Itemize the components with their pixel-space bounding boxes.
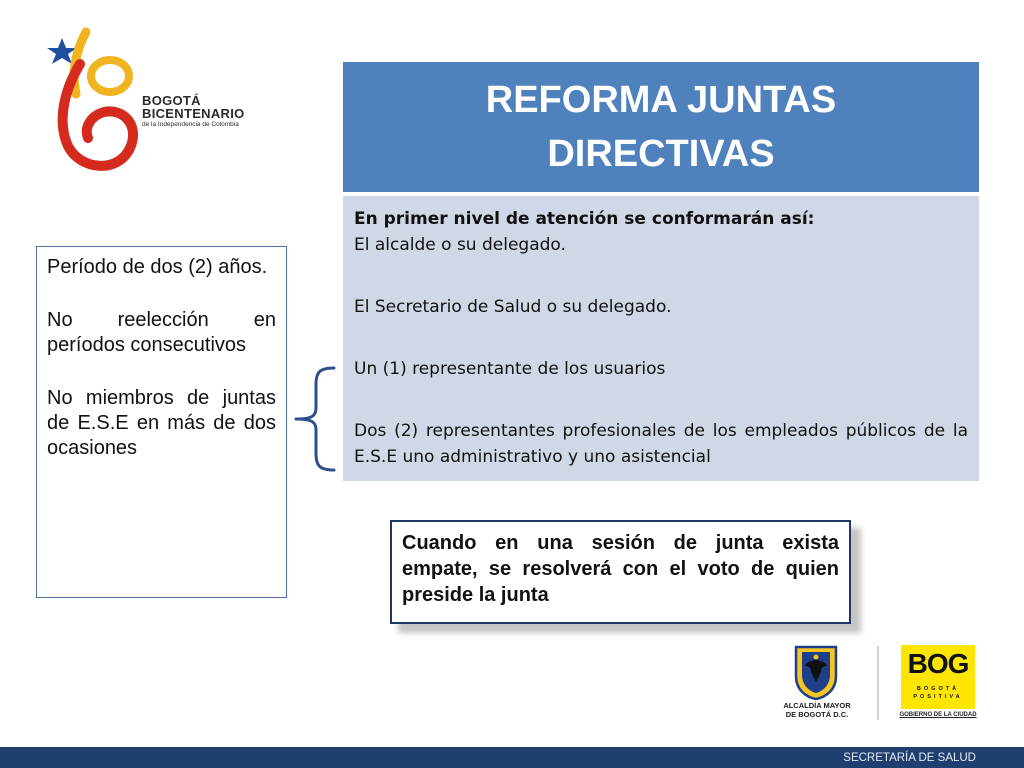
alcaldia-coat-of-arms-icon	[793, 644, 839, 700]
composition-item: Un (1) representante de los usuarios	[354, 359, 666, 379]
bogota-positiva-logo	[901, 645, 975, 709]
tie-rule-text: Cuando en una sesión de junta exista empate, se resolverá con el voto de quien preside la junta	[402, 532, 839, 606]
composition-item: El alcalde o su delegado.	[354, 235, 566, 255]
title-line-2: DIRECTIVAS	[547, 133, 775, 175]
condition-item: No reelección en períodos consecutivos	[47, 309, 276, 356]
logo-divider	[877, 646, 879, 720]
conditions-box	[36, 246, 287, 598]
logo-line-2: BICENTENARIO	[142, 106, 245, 121]
condition-item: No miembros de juntas de E.S.E en más de dos ocasiones	[47, 387, 276, 459]
bogota-bicentenario-logo	[46, 24, 276, 189]
board-composition-box	[343, 196, 979, 481]
alcaldia-label	[772, 701, 862, 719]
logo-line-1: BOGOTÁ	[142, 93, 201, 108]
composition-intro: En primer nivel de atención se conformarán así:	[354, 209, 815, 229]
curly-brace-icon	[292, 364, 338, 474]
gobierno-label: GOBIERNO DE LA CIUDAD	[899, 712, 977, 718]
logo-line-3: de la Independencia de Colombia	[142, 121, 239, 128]
alcaldia-line-1: ALCALDÍA MAYOR	[783, 701, 851, 710]
condition-item: Período de dos (2) años.	[47, 256, 268, 278]
alcaldia-line-2: DE BOGOTÁ D.C.	[785, 710, 849, 719]
tie-rule-note	[390, 520, 851, 624]
bog-sub-line-1: BOGOTÁ	[916, 686, 960, 692]
bog-logo-text: BOG	[907, 648, 969, 679]
bog-logo-subtitle	[901, 685, 975, 701]
title-line-1: REFORMA JUNTAS	[485, 79, 837, 121]
footer-label: SECRETARÍA DE SALUD	[843, 752, 976, 764]
bog-sub-line-2: POSITIVA	[913, 694, 963, 700]
footer-bar	[0, 747, 1024, 768]
composition-item: El Secretario de Salud o su delegado.	[354, 297, 672, 317]
composition-item: Dos (2) representantes profesionales de los empleados públicos de la E.S.E uno administrativo y uno asistencial	[354, 421, 968, 467]
slide-title	[343, 62, 979, 192]
